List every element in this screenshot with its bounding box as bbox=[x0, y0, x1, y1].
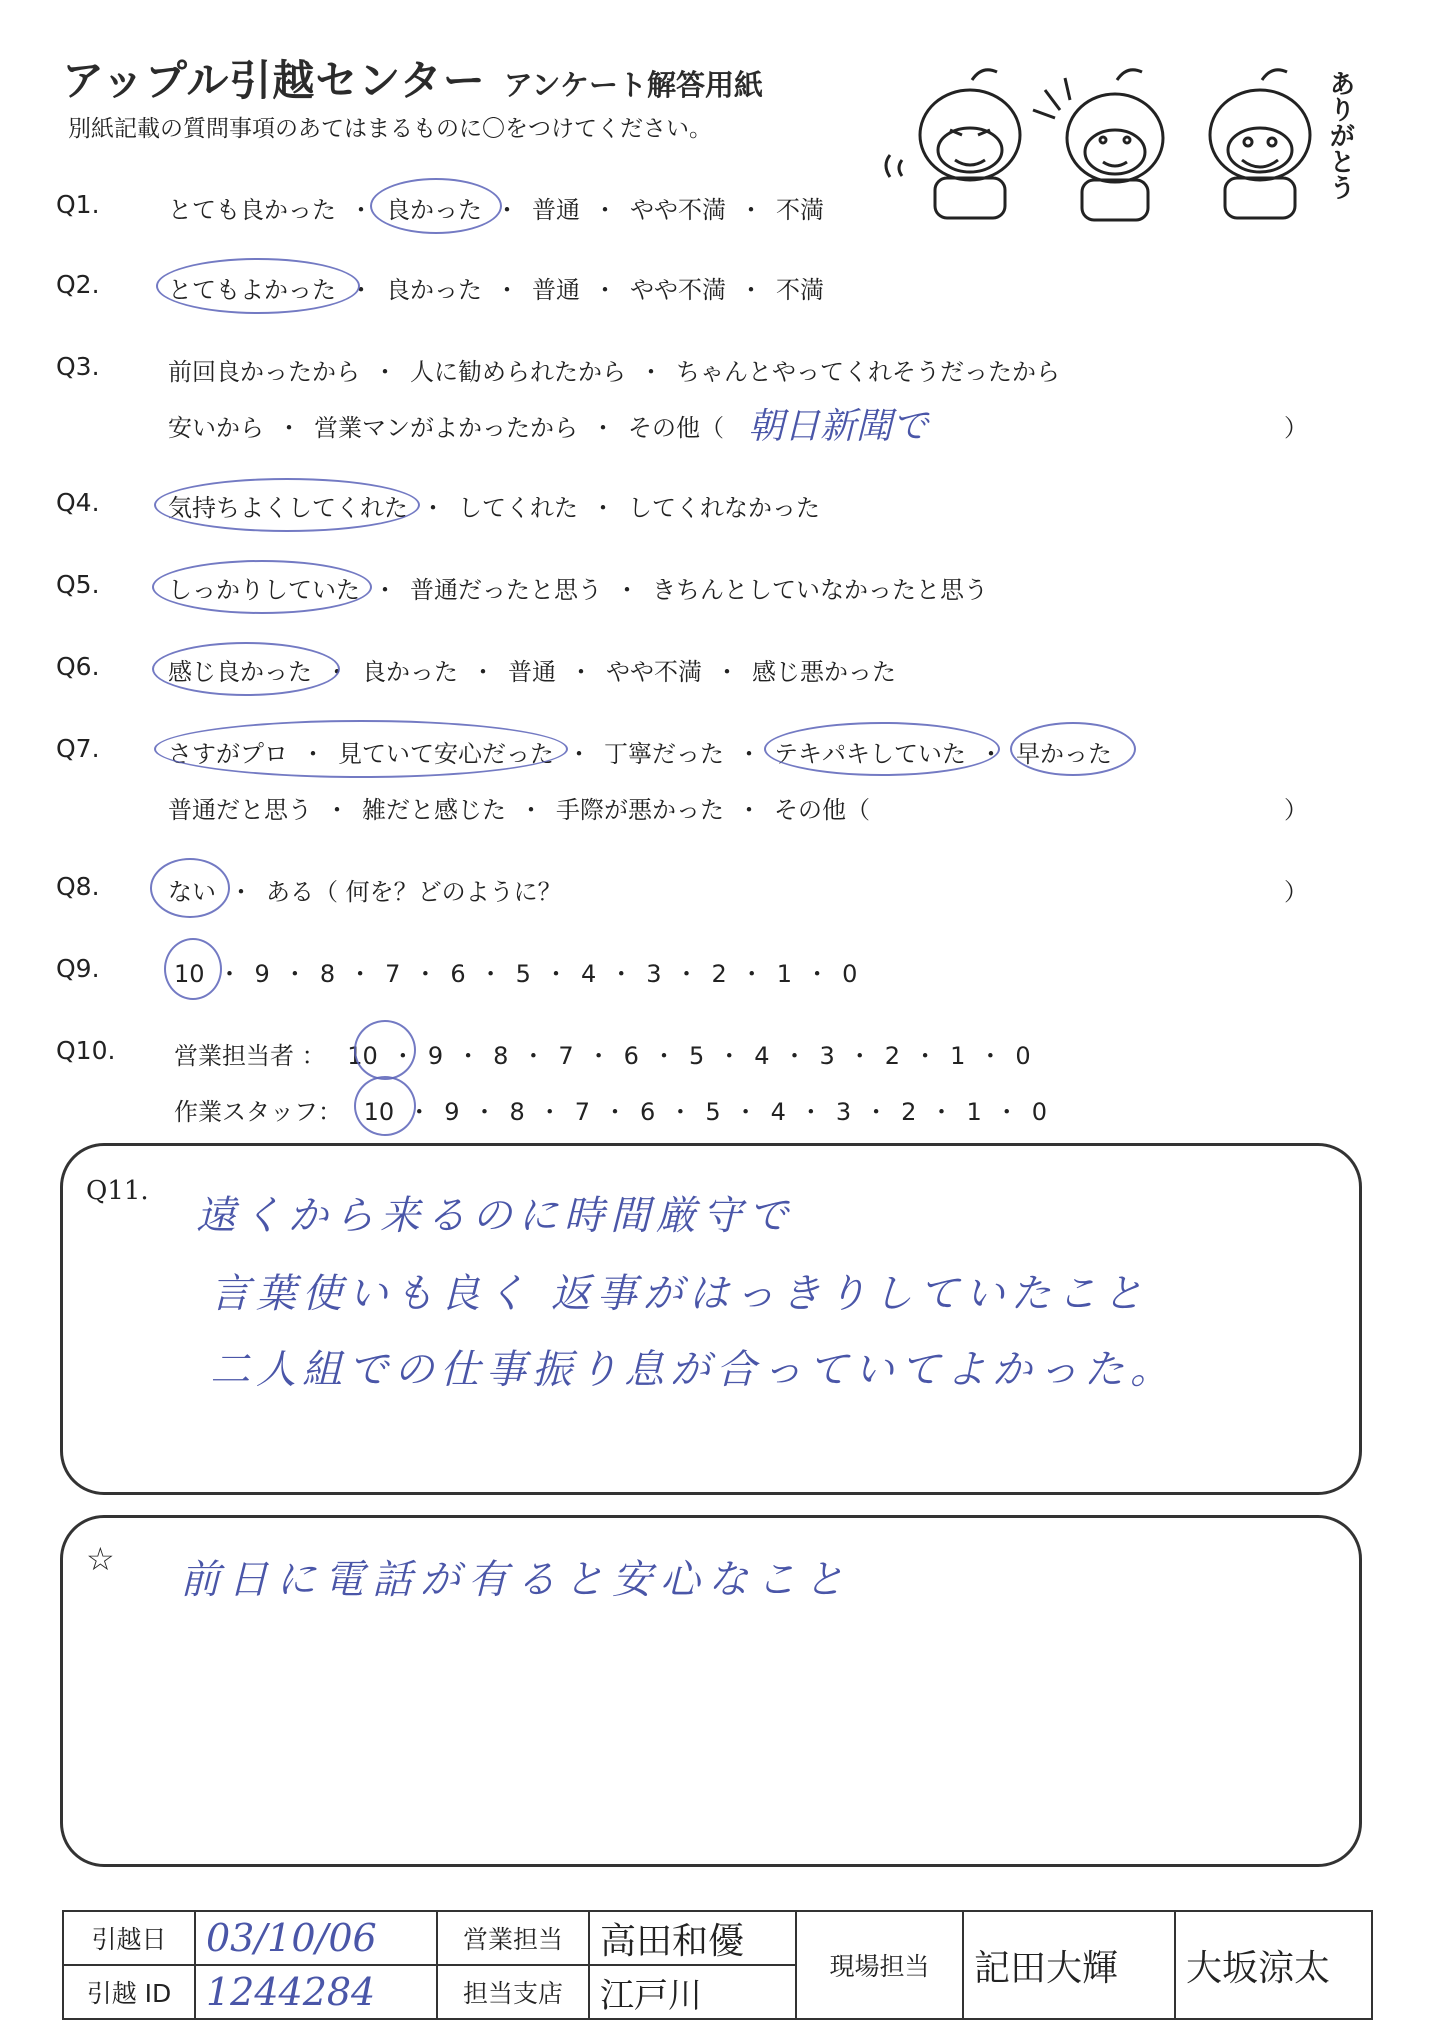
q1-option-selected[interactable]: 良かった bbox=[386, 196, 482, 224]
q2-option[interactable]: やや不満 bbox=[630, 276, 726, 304]
q10-score[interactable]: 0 bbox=[1015, 1042, 1031, 1070]
site-staff-1: 記田大輝 bbox=[963, 1911, 1175, 2019]
q1-option[interactable]: 普通 bbox=[532, 196, 580, 224]
q2-option[interactable]: 不満 bbox=[776, 276, 824, 304]
footer-info-table bbox=[62, 1910, 1373, 2020]
star-icon: ☆ bbox=[86, 1540, 115, 1578]
q11-line-3: 二人組での仕事振り息が合っていてよかった。 bbox=[210, 1347, 1176, 1393]
q9-score[interactable]: 0 bbox=[842, 960, 858, 988]
q7-options: さすがプロ ・ 見ていて安心だった ・ 丁寧だった ・ テキパキしていた ・ 早かった bbox=[168, 734, 1112, 769]
q7-option[interactable]: 丁寧だった bbox=[604, 740, 724, 768]
q10-staff-label: 作業スタッフ： bbox=[174, 1098, 342, 1126]
q4-option-selected[interactable]: 気持ちよくしてくれた bbox=[168, 494, 408, 522]
q10-score[interactable]: 5 bbox=[688, 1042, 705, 1070]
q8-option[interactable]: ある（ 何を？どのように？ bbox=[266, 878, 562, 906]
q9-score[interactable]: 4 bbox=[580, 960, 597, 988]
q9-label: Q9. bbox=[56, 954, 100, 983]
monkey-2-icon bbox=[1033, 70, 1163, 220]
selection-circle bbox=[354, 1020, 416, 1080]
q10-score[interactable]: 3 bbox=[835, 1098, 852, 1126]
q10-score[interactable]: 6 bbox=[640, 1098, 656, 1126]
q1-option[interactable]: とても良かった bbox=[168, 196, 336, 224]
sales-rep-value: 高田和優 bbox=[589, 1911, 796, 1965]
q10-score[interactable]: 9 bbox=[427, 1042, 444, 1070]
q2-option[interactable]: 良かった bbox=[386, 276, 482, 304]
q10-score[interactable]: 1 bbox=[950, 1042, 966, 1070]
q9-score[interactable]: 2 bbox=[711, 960, 727, 988]
q5-label: Q5. bbox=[56, 570, 100, 599]
q3-close-paren: ） bbox=[1284, 414, 1308, 442]
q10-score[interactable]: 4 bbox=[770, 1098, 786, 1126]
q2-options: とてもよかった ・ 良かった ・ 普通 ・ やや不満 ・ 不満 bbox=[168, 270, 824, 305]
selection-circle bbox=[1010, 722, 1136, 776]
q6-option[interactable]: 感じ悪かった bbox=[752, 658, 896, 686]
q7-option[interactable]: 雑だと感じた bbox=[362, 796, 506, 824]
monkey-3-icon bbox=[1210, 70, 1310, 218]
q7-option-selected[interactable]: 見ていて安心だった bbox=[338, 740, 554, 768]
q11-line-1: 遠くから来るのに時間厳守で bbox=[196, 1193, 794, 1239]
q3-option[interactable]: 営業マンがよかったから bbox=[314, 414, 578, 442]
q10-sales-scale: 営業担当者 ： 10 ・ 9 ・ 8 ・ 7 ・ 6 ・ 5 ・ 4 ・ 3 ・ 2 ・ 1 ・ 0 bbox=[174, 1042, 1031, 1070]
q10-score[interactable]: 2 bbox=[901, 1098, 917, 1126]
q10-score[interactable]: 7 bbox=[558, 1042, 574, 1070]
q3-options: 前回良かったから ・ 人に勧められたから ・ ちゃんとやってくれそうだったから bbox=[168, 352, 1060, 387]
q6-label: Q6. bbox=[56, 652, 100, 681]
q10-score[interactable]: 8 bbox=[509, 1098, 525, 1126]
selection-circle bbox=[154, 720, 568, 778]
q9-score-selected[interactable]: 10 bbox=[174, 960, 205, 988]
monkey-1-icon bbox=[886, 70, 1020, 218]
q7-option-selected[interactable]: さすがプロ bbox=[168, 740, 288, 768]
q9-score[interactable]: 9 bbox=[254, 960, 270, 988]
q9-score[interactable]: 8 bbox=[319, 960, 336, 988]
q7-label: Q7. bbox=[56, 734, 100, 763]
q5-option[interactable]: 普通だったと思う bbox=[410, 576, 602, 604]
q3-option[interactable]: 安いから bbox=[168, 414, 264, 442]
selection-circle bbox=[764, 722, 1000, 776]
site-staff-2: 大坂涼太 bbox=[1175, 1911, 1372, 2019]
q7-close-paren: ） bbox=[1284, 796, 1308, 824]
q10-staff-scale: 作業スタッフ： 10 ・ 9 ・ 8 ・ 7 ・ 6 ・ 5 ・ 4 ・ 3 ・ 2 ・ 1 ・ 0 bbox=[174, 1098, 1047, 1126]
q10-score[interactable]: 7 bbox=[574, 1098, 591, 1126]
q9-score[interactable]: 1 bbox=[776, 960, 793, 988]
q1-option[interactable]: 不満 bbox=[776, 196, 824, 224]
move-date-label: 引越日 bbox=[63, 1911, 195, 1965]
q10-score[interactable]: 8 bbox=[493, 1042, 509, 1070]
selection-circle bbox=[156, 258, 360, 314]
q10-score[interactable]: 4 bbox=[754, 1042, 770, 1070]
selection-circle bbox=[354, 1076, 416, 1136]
q8-option-selected[interactable]: ない bbox=[168, 878, 216, 906]
q2-label: Q2. bbox=[56, 270, 100, 299]
q10-score[interactable]: 0 bbox=[1031, 1098, 1047, 1126]
q7-option-selected[interactable]: 早かった bbox=[1016, 740, 1112, 768]
q6-option-selected[interactable]: 感じ良かった bbox=[168, 658, 312, 686]
q6-option[interactable]: 普通 bbox=[508, 658, 556, 686]
form-subtitle: アンケート解答用紙 bbox=[503, 68, 763, 102]
star-comment-text: 前日に電話が有ると安心なこと bbox=[180, 1557, 852, 1603]
q2-option-selected[interactable]: とてもよかった bbox=[168, 276, 336, 304]
q3-option[interactable]: 人に勧められたから bbox=[410, 358, 626, 386]
q9-score[interactable]: 6 bbox=[450, 960, 466, 988]
move-id-label: 引越 ID bbox=[63, 1965, 195, 2019]
q3-options-row2: 安いから ・ 営業マンがよかったから ・ その他（ bbox=[168, 408, 724, 443]
q10-score[interactable]: 5 bbox=[705, 1098, 721, 1126]
mascot-illustration bbox=[880, 60, 1350, 230]
q5-option[interactable]: きちんとしていなかったと思う bbox=[652, 576, 988, 604]
move-date-value: 03/10/06 bbox=[195, 1911, 437, 1965]
q3-label: Q3. bbox=[56, 352, 100, 381]
sales-rep-label: 営業担当 bbox=[437, 1911, 589, 1965]
q3-option[interactable]: ちゃんとやってくれそうだったから bbox=[676, 358, 1060, 386]
branch-label: 担当支店 bbox=[437, 1965, 589, 2019]
selection-circle bbox=[152, 642, 340, 696]
q6-options: 感じ良かった ・ 良かった ・ 普通 ・ やや不満 ・ 感じ悪かった bbox=[168, 652, 896, 687]
selection-circle bbox=[150, 858, 230, 918]
selection-circle bbox=[154, 478, 420, 532]
q1-options: とても良かった ・ 良かった ・ 普通 ・ やや不満 ・ 不満 bbox=[168, 190, 824, 225]
move-id-value: 1244284 bbox=[195, 1965, 437, 2019]
q11-label: Q11. bbox=[86, 1176, 149, 1206]
q8-label: Q8. bbox=[56, 872, 100, 901]
thanks-text: ありがとう bbox=[1325, 70, 1355, 200]
q3-other-text: 朝日新聞で bbox=[748, 406, 929, 447]
q10-score-selected[interactable]: 10 bbox=[347, 1042, 378, 1070]
q8-close-paren: ） bbox=[1284, 878, 1308, 906]
q10-score[interactable]: 1 bbox=[966, 1098, 982, 1126]
q10-score[interactable]: 3 bbox=[819, 1042, 835, 1070]
q3-option-other[interactable]: その他（ bbox=[628, 414, 724, 442]
q10-score[interactable]: 2 bbox=[884, 1042, 901, 1070]
q4-option[interactable]: してくれなかった bbox=[628, 494, 820, 522]
q4-options: 気持ちよくしてくれた ・ してくれた ・ してくれなかった bbox=[168, 488, 820, 523]
q7-option-selected[interactable]: テキパキしていた bbox=[774, 740, 966, 768]
site-staff-label: 現場担当 bbox=[796, 1911, 963, 2019]
q6-option[interactable]: やや不満 bbox=[606, 658, 702, 686]
q2-option[interactable]: 普通 bbox=[532, 276, 580, 304]
selection-circle bbox=[370, 178, 502, 234]
branch-value: 江戸川 bbox=[589, 1965, 796, 2019]
q7-option[interactable]: 普通だと思う bbox=[168, 796, 312, 824]
q9-score[interactable]: 5 bbox=[515, 960, 531, 988]
q10-score-selected[interactable]: 10 bbox=[363, 1098, 395, 1126]
company-name: アップル引越センター bbox=[62, 56, 486, 105]
q10-sales-label: 営業担当者 ： bbox=[174, 1042, 326, 1070]
q10-score[interactable]: 6 bbox=[623, 1042, 639, 1070]
q9-score[interactable]: 7 bbox=[385, 960, 401, 988]
q10-score[interactable]: 9 bbox=[444, 1098, 460, 1126]
q5-options: しっかりしていた ・ 普通だったと思う ・ きちんとしていなかったと思う bbox=[168, 570, 988, 605]
selection-circle bbox=[164, 938, 222, 1000]
selection-circle bbox=[152, 560, 372, 614]
q4-option[interactable]: してくれた bbox=[458, 494, 578, 522]
q4-label: Q4. bbox=[56, 488, 100, 517]
q10-label: Q10. bbox=[56, 1036, 116, 1065]
q3-option[interactable]: 前回良かったから bbox=[168, 358, 360, 386]
q9-scale: 10 ・ 9 ・ 8 ・ 7 ・ 6 ・ 5 ・ 4 ・ 3 ・ 2 ・ 1 ・ 0 bbox=[174, 960, 858, 988]
q11-line-2: 言葉使いも良く 返事がはっきりしていたこと bbox=[210, 1271, 1149, 1317]
form-title bbox=[62, 48, 763, 108]
q7-option-other[interactable]: その他（ bbox=[774, 796, 870, 824]
q6-option[interactable]: 良かった bbox=[362, 658, 458, 686]
instructions: 別紙記載の質問事項のあてはまるものに〇をつけてください。 bbox=[68, 116, 712, 142]
q1-option[interactable]: やや不満 bbox=[630, 196, 726, 224]
q9-score[interactable]: 3 bbox=[646, 960, 662, 988]
q8-options: ない ・ ある（ 何を？どのように？ bbox=[168, 872, 562, 907]
q7-option[interactable]: 手際が悪かった bbox=[556, 796, 724, 824]
q5-option-selected[interactable]: しっかりしていた bbox=[168, 576, 360, 604]
q7-options-row2: 普通だと思う ・ 雑だと感じた ・ 手際が悪かった ・ その他（ bbox=[168, 790, 870, 825]
q1-label: Q1. bbox=[56, 190, 100, 219]
